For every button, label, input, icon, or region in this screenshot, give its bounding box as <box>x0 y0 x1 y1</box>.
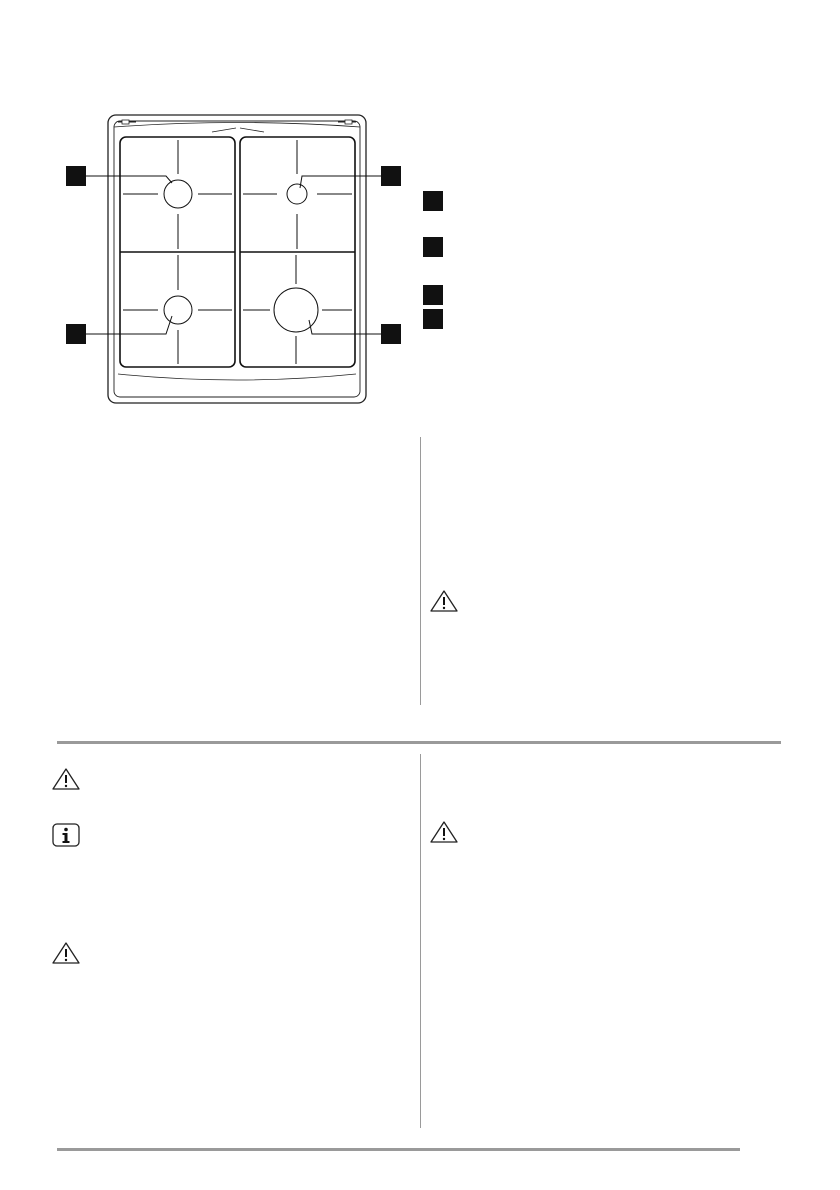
legend-marker-1 <box>423 191 443 211</box>
callout-marker-front-right <box>381 324 401 344</box>
warning-triangle-icon <box>51 941 81 965</box>
information-icon <box>51 823 81 847</box>
callout-marker-front-left <box>66 324 86 344</box>
hob-diagram <box>0 0 840 420</box>
hob-outer-frame <box>108 115 366 403</box>
section-separator <box>57 741 781 744</box>
callout-marker-rear-left <box>66 166 86 186</box>
lower-column-divider <box>420 754 421 1128</box>
warning-triangle-icon <box>51 767 81 791</box>
callout-marker-rear-right <box>381 166 401 186</box>
upper-column-divider <box>420 437 421 705</box>
warning-triangle-icon <box>429 820 459 844</box>
warning-triangle-icon <box>429 589 459 613</box>
footer-rule <box>57 1148 740 1151</box>
legend-marker-3 <box>423 285 443 305</box>
legend-marker-2 <box>423 237 443 257</box>
legend-marker-4 <box>423 309 443 329</box>
